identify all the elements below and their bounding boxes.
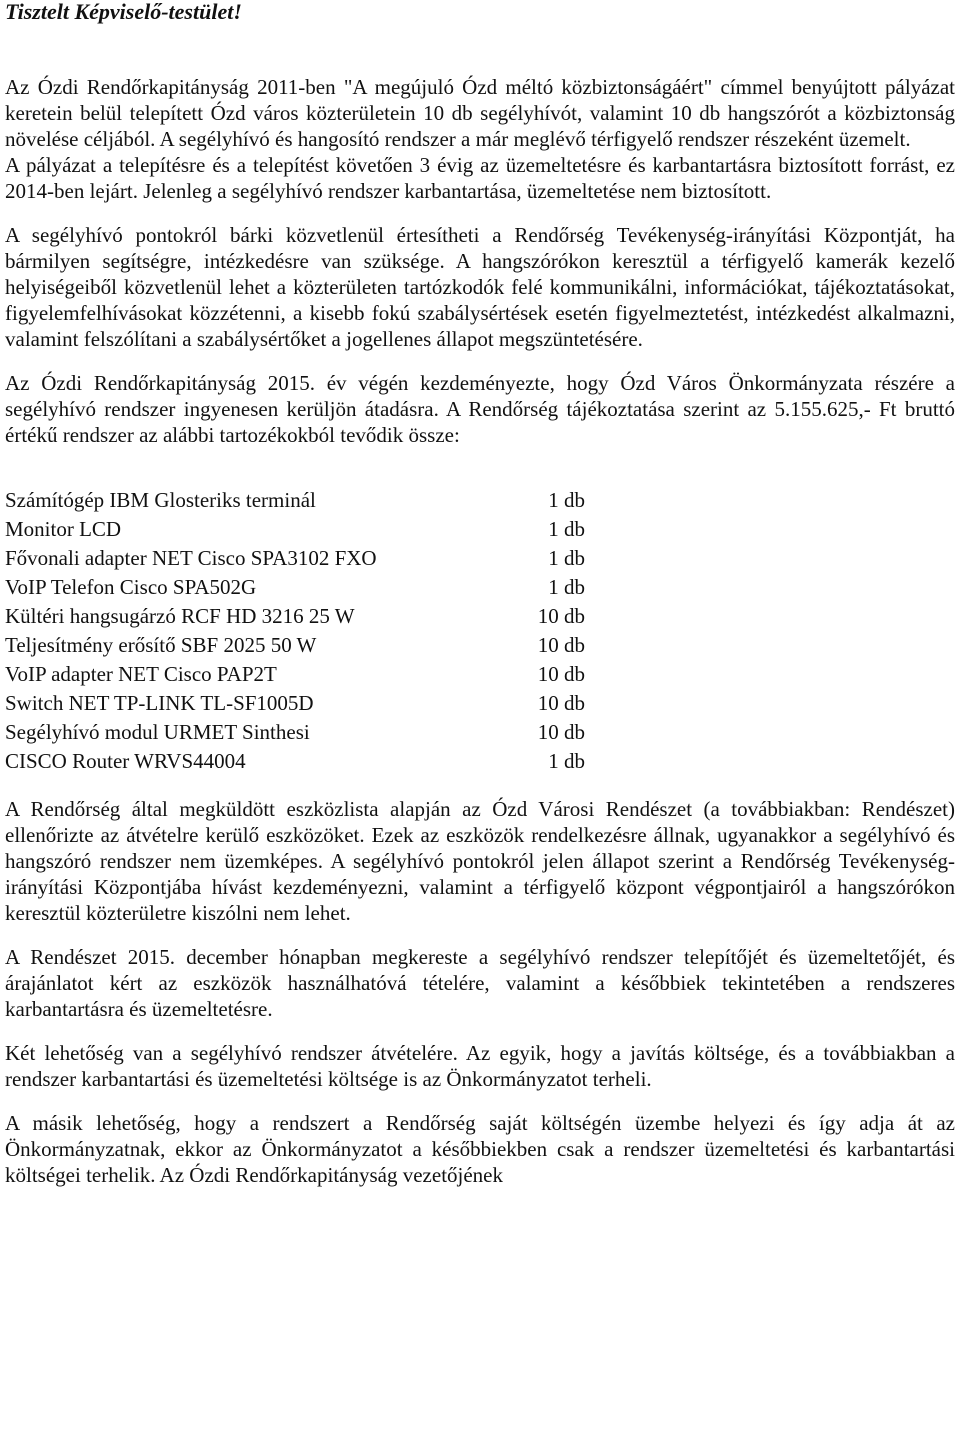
equipment-row <box>5 689 585 718</box>
equipment-quantity: 10 db <box>537 720 585 744</box>
equipment-name: CISCO Router WRVS44004 <box>5 749 246 773</box>
paragraph-1: Az Ózdi Rendőrkapitányság 2011-ben "A megújuló Ózd méltó közbiztonságáért" címmel benyújtott pályázat keretein belül telepített Ózd város közterületein 10 db segélyhívót, valamint 10 db hangszórót a közbiztonság növelése céljából. A segélyhívó és hangosító rendszer a már meglévő térfigyelő rendszer részeként üzemelt. <box>5 75 955 151</box>
paragraph-5: A Rendőrség által megküldött eszközlista alapján az Ózd Városi Rendészet (a továbbiakban: Rendészet) ellenőrizte az átvételre kerülő eszközöket. Ezek az eszközök rendelkezésre állnak, ugyanakkor a segélyhívó és hangszóró rendszer nem üzemképes. A segélyhívó pontokról jelen állapot szerint a Rendőrség Tevékenység-irányítási Központjába hívást kezdeményezni, valamint a térfigyelő központ végpontjairól a hangszórókon keresztül közterületre kiszólni nem lehet. <box>5 797 955 925</box>
equipment-name: Fővonali adapter NET Cisco SPA3102 FXO <box>5 546 377 570</box>
equipment-quantity: 1 db <box>548 517 585 541</box>
equipment-name: VoIP Telefon Cisco SPA502G <box>5 575 257 599</box>
equipment-quantity: 10 db <box>537 633 585 657</box>
paragraph-7: Két lehetőség van a segélyhívó rendszer átvételére. Az egyik, hogy a javítás költsége, és a továbbiakban a rendszer karbantartási és üzemeltetési költsége is az Önkormányzatot terheli. <box>5 1041 955 1091</box>
equipment-name: Teljesítmény erősítő SBF 2025 50 W <box>5 633 317 657</box>
paragraph-6: A Rendészet 2015. december hónapban megkereste a segélyhívó rendszer telepítőjét és üzemeltetőjét, és árajánlatot kért az eszközök használhatóvá tételére, valamint a későbbiek tekintetében a rendszeres karbantartásra és üzemeltetésre. <box>5 945 955 1021</box>
equipment-quantity: 1 db <box>548 488 585 512</box>
equipment-quantity: 1 db <box>548 546 585 570</box>
paragraph-2: A pályázat a telepítésre és a telepítést követően 3 évig az üzemeltetésre és karbantartásra biztosított forrást, ez 2014-ben lejárt. Jelenleg a segélyhívó rendszer karbantartása, üzemeltetése nem biztosított. <box>5 153 955 203</box>
paragraph-3: A segélyhívó pontokról bárki közvetlenül értesítheti a Rendőrség Tevékenység-irányítási Központját, ha bármilyen segítségre, intézkedésre van szüksége. A hangszórókon keresztül a térfigyelő kamerák kezelő helyiségeiből közvetlenül lehet a közterületen tartózkodók felé kommunikálni, információkat, tájékoztatásokat, figyelemfelhívásokat közzétenni, a kisebb fokú szabálysértések esetén figyelmeztetést, intézkedést alkalmazni, valamint felszólítani a szabálysértőket a jogellenes állapot megszüntetésére. <box>5 223 955 351</box>
equipment-quantity: 10 db <box>537 604 585 628</box>
equipment-name: VoIP adapter NET Cisco PAP2T <box>5 662 277 686</box>
equipment-name: Monitor LCD <box>5 517 122 541</box>
document-page <box>5 0 955 1206</box>
equipment-row <box>5 747 585 776</box>
equipment-quantity: 1 db <box>548 749 585 773</box>
equipment-row <box>5 573 585 602</box>
equipment-name: Kültéri hangsugárzó RCF HD 3216 25 W <box>5 604 355 628</box>
equipment-row <box>5 486 585 515</box>
salutation: Tisztelt Képviselő-testület! <box>5 0 242 24</box>
equipment-quantity: 1 db <box>548 575 585 599</box>
equipment-row <box>5 515 585 544</box>
equipment-name: Switch NET TP-LINK TL-SF1005D <box>5 691 314 715</box>
equipment-name: Segélyhívó modul URMET Sinthesi <box>5 720 310 744</box>
equipment-quantity: 10 db <box>537 662 585 686</box>
equipment-row <box>5 660 585 689</box>
equipment-row <box>5 602 585 631</box>
paragraph-4: Az Ózdi Rendőrkapitányság 2015. év végén kezdeményezte, hogy Ózd Város Önkormányzata részére a segélyhívó rendszer ingyenesen kerüljön átadásra. A Rendőrség tájékoztatása szerint az 5.155.625,- Ft bruttó értékű rendszer az alábbi tartozékokból tevődik össze: <box>5 371 955 447</box>
equipment-quantity: 10 db <box>537 691 585 715</box>
equipment-name: Számítógép IBM Glosteriks terminál <box>5 488 316 512</box>
equipment-row <box>5 631 585 660</box>
paragraph-8: A másik lehetőség, hogy a rendszert a Rendőrség saját költségén üzembe helyezi és így adja át az Önkormányzatnak, ekkor az Önkormányzatot a későbbiekben csak a rendszer üzemeltetési és karbantartási költségei terhelik. Az Ózdi Rendőrkapitányság vezetőjének <box>5 1111 955 1187</box>
equipment-list <box>5 486 585 776</box>
equipment-row <box>5 544 585 573</box>
equipment-row <box>5 718 585 747</box>
